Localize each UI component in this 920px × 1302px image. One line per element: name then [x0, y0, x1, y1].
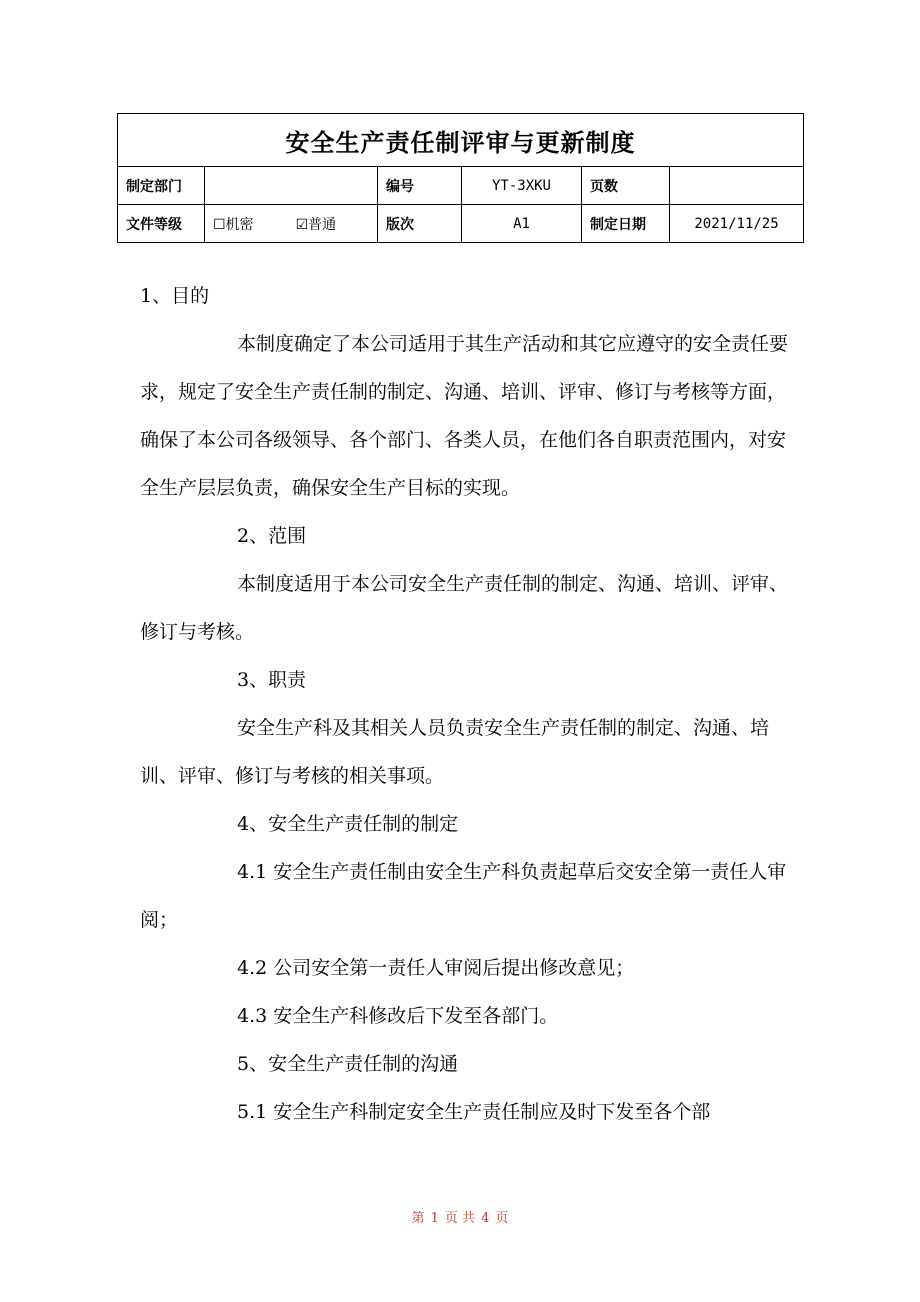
- level-normal-checkbox: ☑普通: [295, 216, 337, 233]
- paragraph-4-1: 4.1 安全生产责任制由安全生产科负责起草后交安全第一责任人审阅；: [140, 861, 787, 931]
- level-options: [205, 205, 378, 243]
- footer-suffix: 页: [495, 1211, 509, 1226]
- paragraph-duties: 安全生产科及其相关人员负责安全生产责任制的制定、沟通、培训、评审、修订与考核的相关事项。: [140, 717, 770, 787]
- pages-label: 页数: [582, 167, 670, 205]
- section-heading-formulation: 4、安全生产责任制的制定: [237, 813, 459, 835]
- footer-prefix: 第: [411, 1211, 425, 1226]
- footer-mid: 页 共: [444, 1211, 476, 1226]
- dept-value: [205, 167, 378, 205]
- document-body: [140, 272, 800, 1136]
- section-heading-scope: 2、范围: [237, 525, 307, 547]
- pages-value: [670, 167, 804, 205]
- code-value: YT-3XKU: [462, 167, 582, 205]
- document-header-table: [117, 113, 804, 243]
- paragraph-scope: 本制度适用于本公司安全生产责任制的制定、沟通、培训、评审、修订与考核。: [140, 573, 789, 643]
- section-heading-duties: 3、职责: [237, 669, 307, 691]
- footer-page-current: 1: [430, 1211, 439, 1226]
- date-value: 2021/11/25: [670, 205, 804, 243]
- version-value: A1: [462, 205, 582, 243]
- paragraph-purpose: 本制度确定了本公司适用于其生产活动和其它应遵守的安全责任要求，规定了安全生产责任制的制定、沟通、培训、评审、修订与考核等方面，确保了本公司各级领导、各个部门、各类人员，在他们各自职责范围内，对安全生产层层负责，确保安全生产目标的实现。: [140, 333, 789, 499]
- code-label: 编号: [378, 167, 462, 205]
- document-title: 安全生产责任制评审与更新制度: [118, 114, 804, 167]
- level-label: 文件等级: [118, 205, 205, 243]
- footer-page-total: 4: [481, 1211, 490, 1226]
- dept-label: 制定部门: [118, 167, 205, 205]
- version-label: 版次: [378, 205, 462, 243]
- paragraph-4-2: 4.2 公司安全第一责任人审阅后提出修改意见；: [237, 957, 635, 979]
- section-heading-communication: 5、安全生产责任制的沟通: [237, 1053, 459, 1075]
- date-label: 制定日期: [582, 205, 670, 243]
- level-secret-checkbox: ☐机密: [213, 216, 254, 233]
- section-heading-purpose: 1、目的: [140, 285, 210, 307]
- paragraph-4-3: 4.3 安全生产科修改后下发至各部门。: [237, 1005, 559, 1027]
- paragraph-5-1: 5.1 安全生产科制定安全生产责任制应及时下发至各个部: [237, 1101, 711, 1123]
- page-footer: [0, 1207, 920, 1226]
